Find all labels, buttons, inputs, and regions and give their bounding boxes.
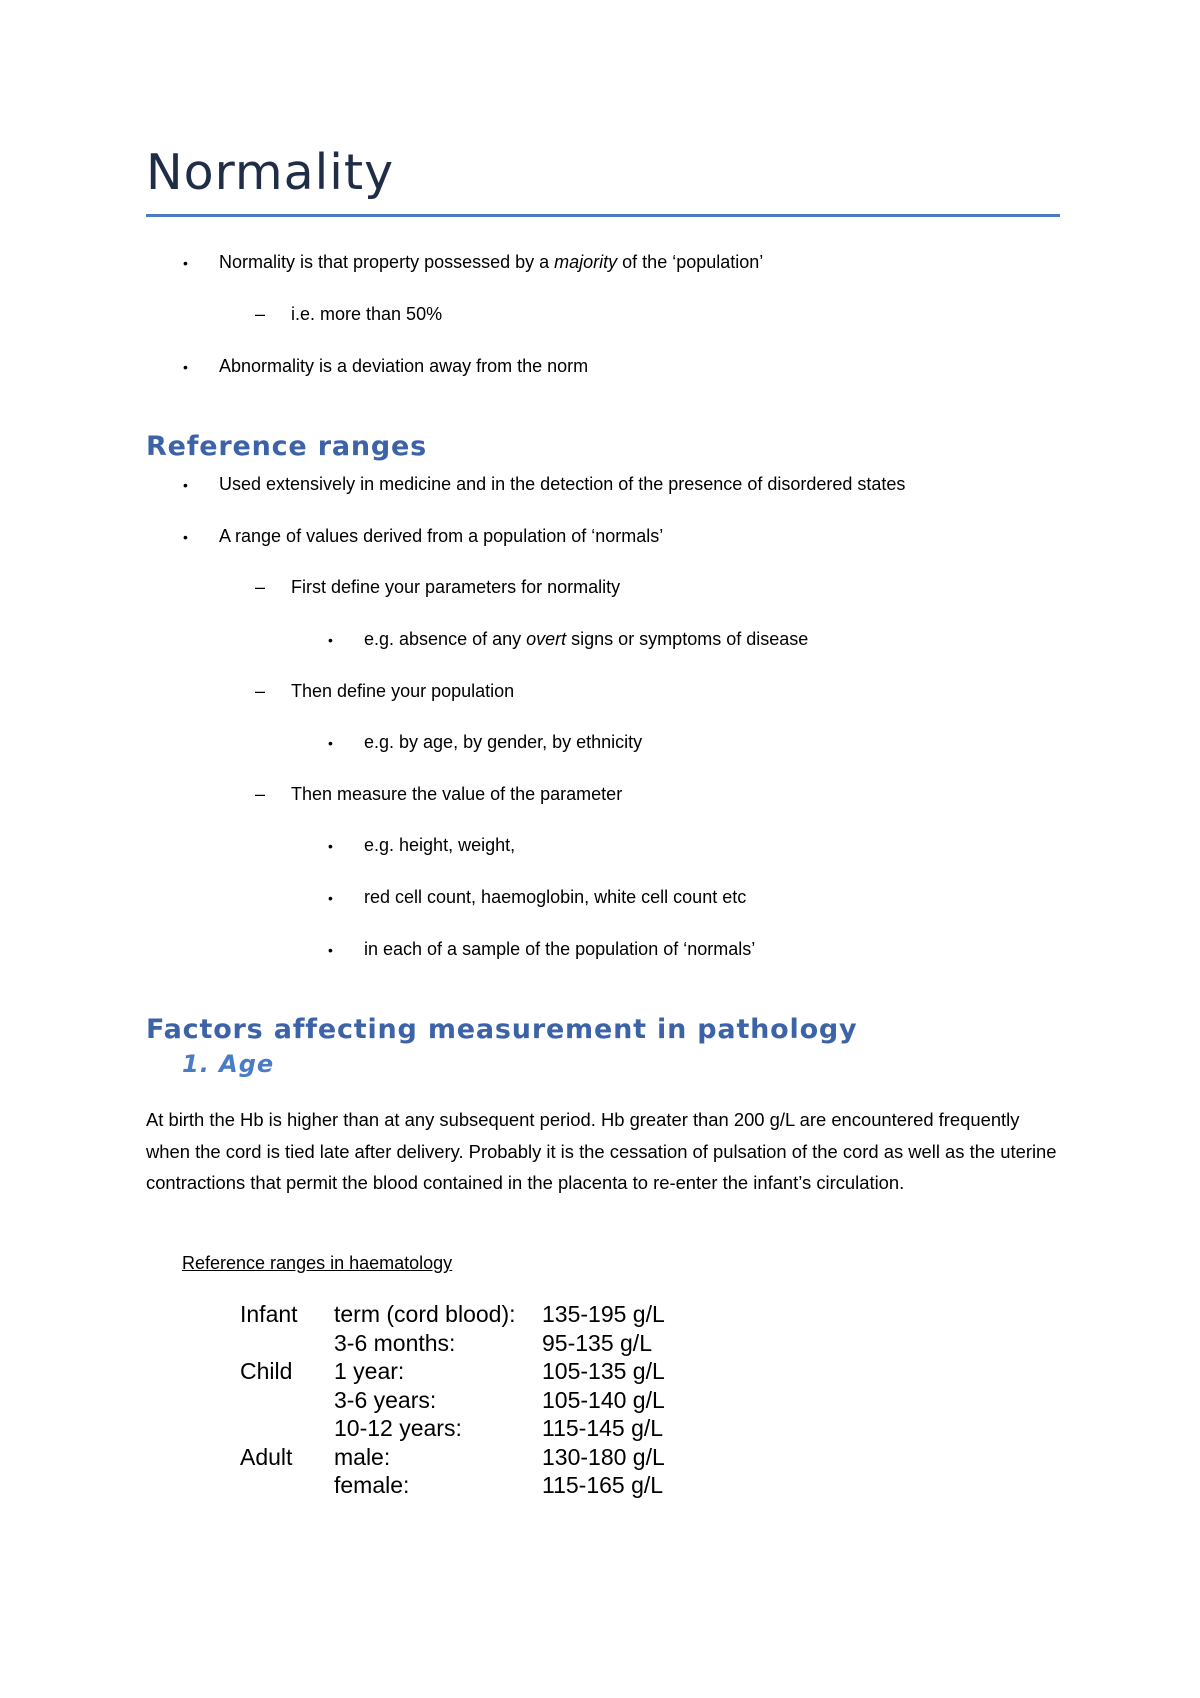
table-cell-label: male:: [334, 1443, 391, 1470]
table-cell-group: Infant: [240, 1301, 298, 1327]
bullet-icon: [328, 935, 352, 964]
table-cell-value: 135-195 g/L: [542, 1301, 665, 1327]
table-cell-group: Adult: [240, 1443, 293, 1470]
table-cell-value: 95-135 g/L: [542, 1329, 652, 1356]
bullet-icon: [183, 248, 207, 277]
bullet-icon: [328, 625, 352, 654]
subheading-age: 1. Age: [182, 1050, 275, 1078]
dash-icon: [255, 573, 279, 601]
list-item-text: A range of values derived from a population of ‘normals’: [219, 526, 664, 546]
bullet-icon: [183, 522, 207, 551]
list-item-text: e.g. absence of any: [364, 629, 527, 649]
emphasis-text: majority: [554, 252, 618, 272]
table-cell-label: 1 year:: [334, 1358, 405, 1384]
dash-icon: [255, 677, 279, 705]
list-item-text: of the ‘population’: [617, 252, 764, 272]
table-cell-value: 130-180 g/L: [542, 1443, 665, 1470]
list-item-text: signs or symptoms of disease: [566, 629, 809, 649]
bullet-icon: [328, 728, 352, 757]
table-caption: Reference ranges in haematology: [182, 1253, 453, 1273]
table-cell-label: female:: [334, 1472, 410, 1498]
dash-icon: [255, 300, 279, 328]
bullet-icon: [183, 470, 207, 499]
list-item-text: Then define your population: [291, 681, 515, 701]
emphasis-text: overt: [526, 629, 567, 649]
bullet-icon: [183, 352, 207, 381]
page-title: Normality: [146, 144, 395, 201]
table-cell-label: 10-12 years:: [334, 1415, 462, 1441]
table-cell-label: term (cord blood):: [334, 1301, 516, 1327]
table-cell-value: 105-135 g/L: [542, 1358, 665, 1384]
table-cell-value: 115-145 g/L: [542, 1415, 664, 1441]
list-item-text: First define your parameters for normality: [291, 577, 621, 597]
bullet-icon: [328, 883, 352, 912]
section-heading-factors: Factors affecting measurement in pathology: [146, 1014, 858, 1045]
table-cell-label: 3-6 months:: [334, 1329, 456, 1356]
title-underline: [146, 214, 1060, 217]
list-item-text: Normality is that property possessed by a: [219, 252, 555, 272]
list-item-text: Used extensively in medicine and in the detection of the presence of disordered states: [219, 474, 906, 494]
list-item-text: i.e. more than 50%: [291, 304, 443, 324]
list-item-text: red cell count, haemoglobin, white cell count etc: [364, 887, 747, 907]
list-item-text: e.g. height, weight,: [364, 835, 516, 855]
list-item-text: Abnormality is a deviation away from the norm: [219, 356, 589, 376]
table-cell-label: 3-6 years:: [334, 1386, 437, 1413]
table-cell-value: 105-140 g/L: [542, 1386, 665, 1413]
dash-icon: [255, 780, 279, 808]
table-cell-value: 115-165 g/L: [542, 1472, 664, 1498]
table-cell-group: Child: [240, 1358, 293, 1384]
body-paragraph: At birth the Hb is higher than at any subsequent period. Hb greater than 200 g/L are encountered frequently when the cord is tied late after delivery. Probably it is the cessation of pulsation of the cord as well as the uterine contractions that permit the blood contained in the placenta to re-enter the infant’s circulation.: [146, 1109, 1057, 1193]
list-item-text: e.g. by age, by gender, by ethnicity: [364, 732, 643, 752]
bullet-icon: [328, 831, 352, 860]
list-item-text: Then measure the value of the parameter: [291, 784, 623, 804]
section-heading-reference-ranges: Reference ranges: [146, 431, 427, 462]
list-item-text: in each of a sample of the population of ‘normals’: [364, 939, 756, 959]
